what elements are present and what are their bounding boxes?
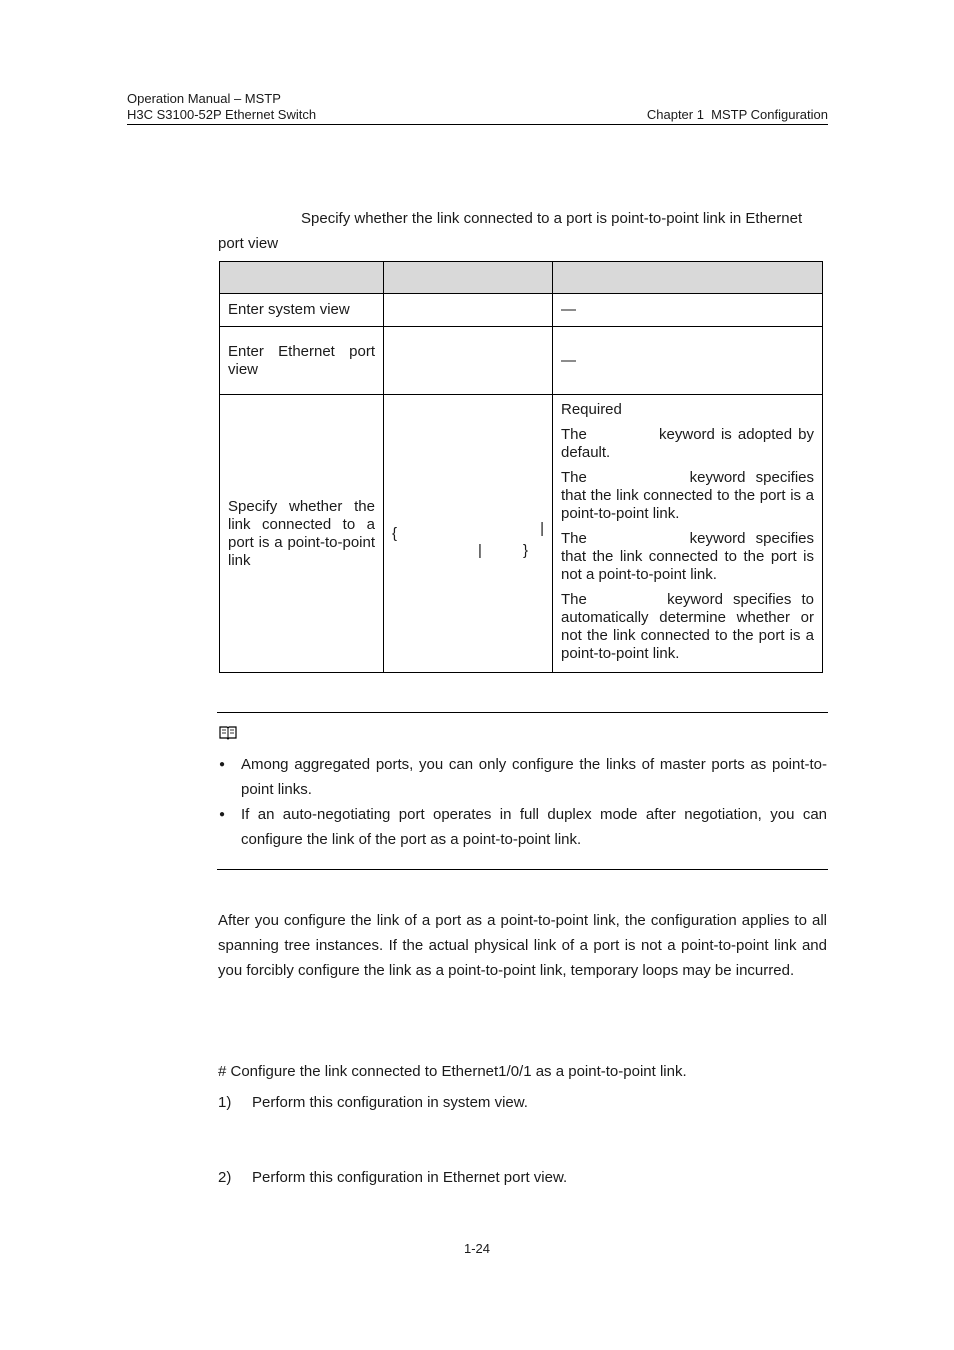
table-header-row xyxy=(220,262,823,294)
step-number: 2) xyxy=(218,1169,232,1186)
table-caption-line1: Specify whether the link connected to a port is point-to-point link in Ethernet xyxy=(301,210,803,227)
command-table xyxy=(219,261,823,673)
header-product-name: H3C S3100-52P Ethernet Switch xyxy=(127,107,317,122)
header-operation xyxy=(220,262,384,294)
note-bottom-rule xyxy=(217,869,828,870)
table-row xyxy=(220,294,823,327)
cell-operation: Specify whether the link connected to a port is a point-to-point link xyxy=(220,395,384,673)
header-divider xyxy=(127,124,828,125)
remark-false: The xxxxxxxxxxx keyword specifies that the link connected to the port is not a point-to-point link. xyxy=(561,530,814,583)
cell-command xyxy=(384,327,553,395)
cell-operation: Enter Ethernet port view xyxy=(220,327,384,395)
remark-true: The xxxxxxxxxxx keyword specifies that the link connected to the port is a point-to-point link. xyxy=(561,469,814,522)
cell-operation: Enter system view xyxy=(220,294,384,327)
table-caption xyxy=(218,206,827,256)
note-top-rule xyxy=(217,712,828,713)
bar-separator: | xyxy=(478,541,482,559)
cell-remarks: — xyxy=(553,327,823,395)
remark-auto: The xxxxxxxx keyword specifies to automatically determine whether or not the link connected to the port is a point-to-point link. xyxy=(561,591,815,662)
header-command xyxy=(384,262,553,294)
step-text: Perform this configuration in Ethernet port view. xyxy=(252,1169,568,1186)
list-item xyxy=(218,1090,528,1115)
caution-paragraph: After you configure the link of a port as a point-to-point link, the configuration applies to all spanning tree instances. If the actual physical link of a port is not a point-to-point link and you forcibly configure the link as a point-to-point link, temporary loops may be incurred. xyxy=(218,912,827,979)
remark-default: The xxxxxxxx keyword is adopted by default. xyxy=(561,426,814,461)
cell-remarks: — xyxy=(553,294,823,327)
header-remarks xyxy=(553,262,823,294)
example-intro: # Configure the link connected to Ethernet1/0/1 as a point-to-point link. xyxy=(218,1063,687,1080)
list-item xyxy=(218,1165,567,1190)
list-item: ● Among aggregated ports, you can only configure the links of master ports as point-to-point links. xyxy=(218,752,827,802)
cell-command xyxy=(384,294,553,327)
remark-required: Required xyxy=(561,401,622,418)
table-row xyxy=(220,327,823,395)
page-number: 1-24 xyxy=(463,1241,491,1256)
brace-open: { xyxy=(392,524,398,542)
header-chapter-title: Chapter 1 MSTP Configuration xyxy=(646,107,828,122)
command-syntax xyxy=(392,512,544,559)
cell-command xyxy=(384,395,553,673)
header-manual-title: Operation Manual – MSTP xyxy=(127,91,281,106)
book-icon xyxy=(219,725,237,741)
note-list xyxy=(218,752,827,852)
step-number: 1) xyxy=(218,1094,232,1111)
bar-separator: | xyxy=(540,519,544,537)
bullet-icon: ● xyxy=(219,809,226,820)
table-caption-line2: port view xyxy=(218,235,279,252)
brace-close: } xyxy=(523,541,529,559)
cell-remarks xyxy=(553,395,823,673)
list-item: ● If an auto-negotiating port operates in full duplex mode after negotiation, you can configure the link of the port as a point-to-point link. xyxy=(218,802,827,852)
table-row xyxy=(220,395,823,673)
bullet-icon: ● xyxy=(219,759,226,770)
step-text: Perform this configuration in system view. xyxy=(252,1094,528,1111)
